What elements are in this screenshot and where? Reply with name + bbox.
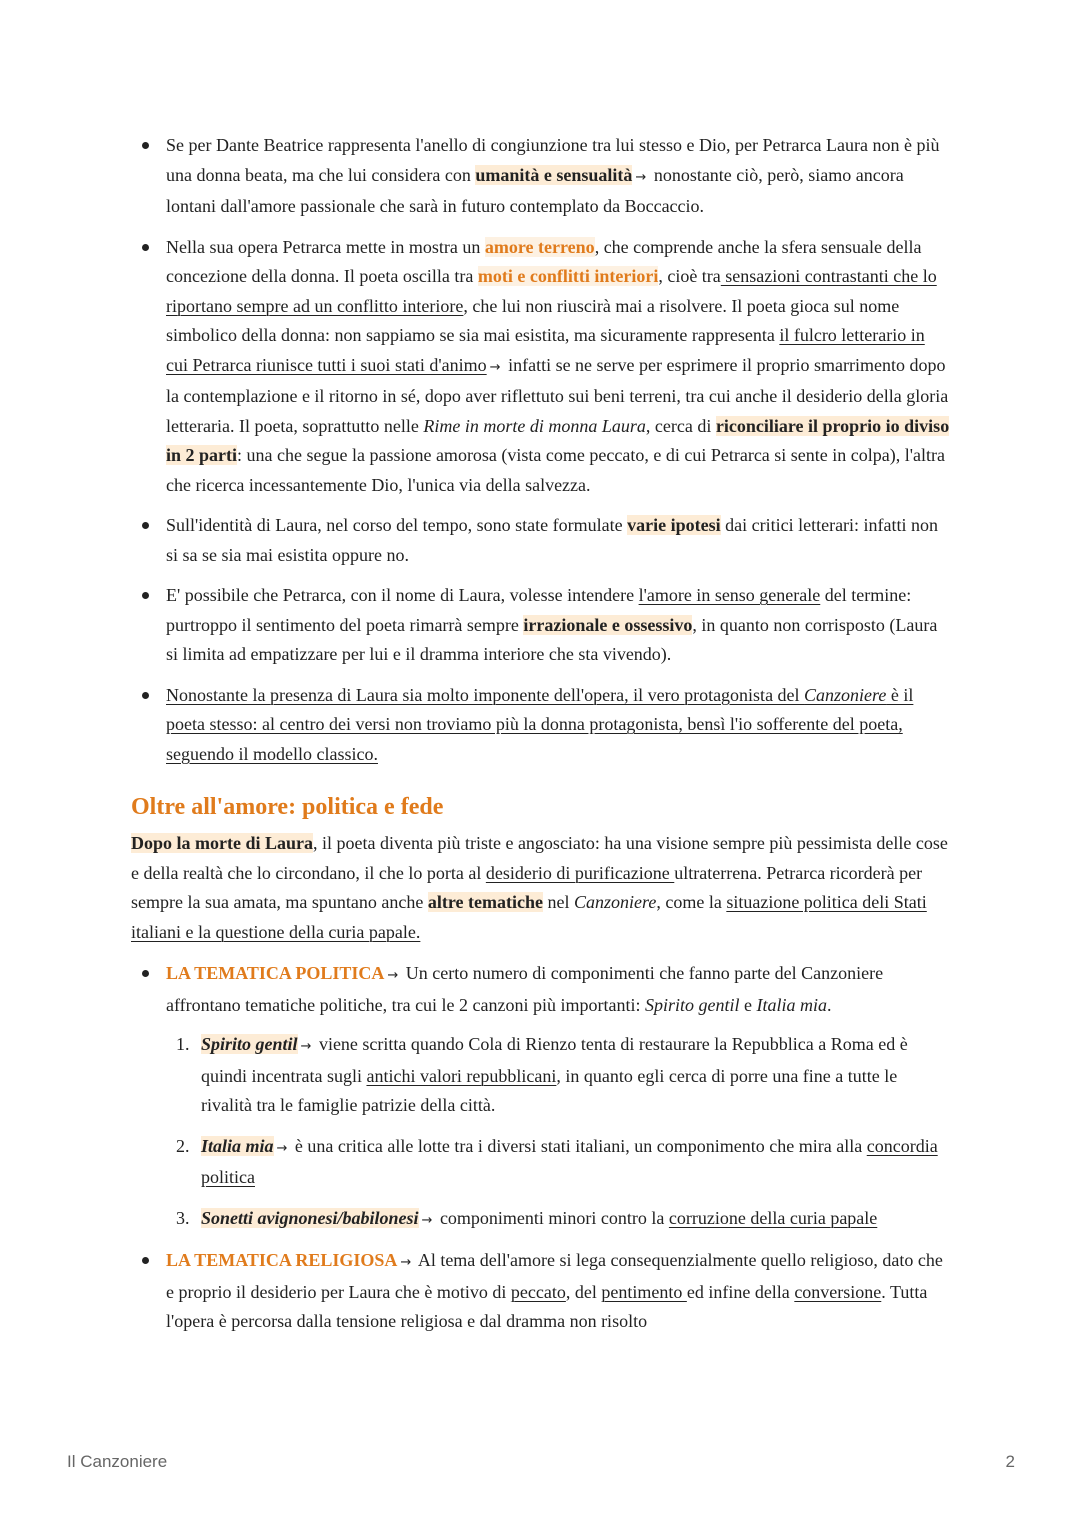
highlight: umanità e sensualità <box>475 164 633 185</box>
text: Nella sua opera Petrarca mette in mostra un <box>166 236 485 257</box>
work-title: Spirito gentil <box>201 1034 298 1054</box>
list-item-religion <box>131 1246 951 1337</box>
underlined-text: concordia politica <box>201 1135 938 1187</box>
love-bullet-list <box>131 131 951 769</box>
footer-page-number: 2 <box>1005 1452 1015 1471</box>
numbered-item <box>166 1030 951 1121</box>
italic-text: Italia mia <box>756 994 828 1015</box>
arrow-icon: → <box>387 968 399 983</box>
list-item <box>131 581 951 670</box>
underlined-text: pentimento <box>601 1281 687 1302</box>
list-item-politics <box>131 959 951 1235</box>
footer-document-title: Il Canzoniere <box>67 1452 168 1471</box>
text: del termine: purtroppo il sentimento del poeta rimarrà sempre <box>166 585 912 635</box>
text: , in quanto egli cerca di porre una fine a tutte le rivalità tra le famiglie patrizie della città. <box>201 1065 898 1115</box>
text: Un certo numero di componimenti che fanno parte del Canzoniere affrontano tematiche politiche, tra cui le 2 canzoni più importanti: <box>166 963 884 1015</box>
underlined-text: l'amore in senso generale <box>638 585 821 605</box>
text: , come la <box>656 892 727 912</box>
highlight: varie ipotesi <box>627 515 721 535</box>
work-title: Sonetti avignonesi/babilonesi <box>201 1207 419 1228</box>
arrow-icon: → <box>400 1255 412 1270</box>
item-number: 1. <box>176 1034 190 1054</box>
text: , che comprende anche la sfera sensuale della concezione della donna. Il poeta oscilla tra <box>166 236 922 286</box>
text: , cerca di <box>645 415 716 436</box>
list-item <box>131 681 951 770</box>
text: e <box>739 994 757 1015</box>
politics-numbered-list <box>166 1030 951 1235</box>
highlight: Dopo la morte di Laura <box>131 833 313 853</box>
underlined-text: antichi valori repubblicani <box>366 1065 557 1086</box>
theme-label: LA TEMATICA POLITICA <box>166 963 385 983</box>
text: E' possibile che Petrarca, con il nome di Laura, volesse intendere <box>166 585 639 605</box>
highlight: altre tematiche <box>427 892 544 912</box>
underlined-text: corruzione della curia papale <box>668 1207 878 1228</box>
underlined-text: è il poeta stesso: al centro dei versi non troviamo più la donna protagonista, bensì l'io sofferente del poeta, seguendo il modello classico. <box>166 684 914 764</box>
text: . Tutta l'opera è percorsa dalla tensione religiosa e dal dramma non risolto <box>166 1281 928 1331</box>
italic-text: Canzoniere <box>804 684 887 705</box>
theme-label: LA TEMATICA RELIGIOSA <box>166 1250 398 1270</box>
numbered-item <box>166 1132 951 1193</box>
italic-text: Rime in morte di monna Laura <box>423 415 646 436</box>
underlined-text: Nonostante la presenza di Laura sia molto imponente dell'opera, il vero protagonista del <box>166 684 805 705</box>
text: ultraterrena. Petrarca ricorderà per sempre la sua amata, ma spuntano anche <box>131 862 923 912</box>
text: nel <box>543 892 575 912</box>
text: componimenti minori contro la <box>435 1207 669 1228</box>
underlined-text: peccato <box>510 1281 566 1302</box>
section-paragraph <box>131 829 951 947</box>
text: , che lui non riuscirà mai a risolvere. Il poeta gioca sul nome simbolico della donna: non sappiamo se sia mai esistita, ma sicuramente rappresenta <box>166 295 900 345</box>
arrow-icon: → <box>276 1140 288 1156</box>
text: nonostante ciò, però, siamo ancora lontani dall'amore passionale che sarà in futuro contemplato da Boccaccio. <box>166 164 904 216</box>
page-content <box>131 131 951 1348</box>
text: ed infine della <box>686 1281 795 1302</box>
list-item <box>131 511 951 570</box>
highlight: irrazionale e ossessivo <box>523 614 693 635</box>
text: , in quanto non corrisposto (Laura si limita ad empatizzare per lui e il dramma interiore che sta vivendo). <box>166 614 938 664</box>
text: Sull'identità di Laura, nel corso del tempo, sono state formulate <box>166 515 628 535</box>
text: , cioè tra <box>658 266 721 286</box>
orange-highlight: moti e conflitti interiori <box>477 266 659 286</box>
text: , del <box>565 1281 602 1302</box>
text: viene scritta quando Cola di Rienzo tenta di restaurare la Repubblica a Roma ed è quindi incentrata sugli <box>201 1034 908 1086</box>
item-number: 2. <box>176 1135 190 1156</box>
arrow-icon: → <box>635 169 647 185</box>
item-number: 3. <box>176 1207 190 1228</box>
list-item <box>131 233 951 501</box>
text: è una critica alle lotte tra i diversi stati italiani, un componimento che mira alla <box>290 1135 867 1156</box>
italic-text: Canzoniere <box>574 892 657 912</box>
text: : una che segue la passione amorosa (vista come peccato, e di cui Petrarca si sente in colpa), l'altra che ricerca incessantemente Dio, l'unica via della salvezza. <box>166 445 945 495</box>
themes-bullet-list <box>131 959 951 1337</box>
underlined-text: sensazioni contrastanti che lo riportano sempre ad un conflitto interiore <box>166 266 937 316</box>
underlined-text: situazione politica deli Stati italiani e la questione della curia papale. <box>131 892 927 942</box>
arrow-icon: → <box>300 1039 312 1054</box>
text: dai critici letterari: infatti non si sa se sia mai esistita oppure no. <box>166 515 939 565</box>
list-item <box>131 131 951 222</box>
arrow-icon: → <box>489 359 501 375</box>
work-title: Italia mia <box>201 1135 274 1156</box>
numbered-item <box>166 1204 951 1236</box>
text: Se per Dante Beatrice rappresenta l'anello di congiunzione tra lui stesso e Dio, per Petrarca Laura non è più una donna beata, ma che lui considera con <box>166 135 940 185</box>
section-heading: Oltre all'amore: politica e fede <box>131 794 444 820</box>
highlight: riconciliare il proprio io diviso in 2 parti <box>166 415 950 465</box>
underlined-text: conversione <box>794 1281 882 1302</box>
text: infatti se ne serve per esprimere il proprio smarrimento dopo la contemplazione e il ritorno in sé, dopo aver riflettuto sui beni terreni, tra cui anche il desiderio della gloria letteraria. Il poeta, soprattutto nelle <box>166 354 949 436</box>
text: Al tema dell'amore si lega consequenzialmente quello religioso, dato che e proprio il desiderio per Laura che è motivo di <box>166 1250 943 1302</box>
underlined-text: desiderio di purificazione <box>485 862 675 883</box>
text: , il poeta diventa più triste e angosciato: ha una visione sempre più pessimista delle cose e della realtà che lo circondano, il che lo porta al <box>131 833 948 883</box>
arrow-icon: → <box>421 1212 433 1228</box>
orange-highlight: amore terreno <box>484 236 595 257</box>
text: . <box>827 994 832 1015</box>
italic-text: Spirito gentil <box>645 994 740 1015</box>
underlined-text: il fulcro letterario in cui Petrarca riunisce tutti i suoi stati d'animo <box>166 325 925 375</box>
